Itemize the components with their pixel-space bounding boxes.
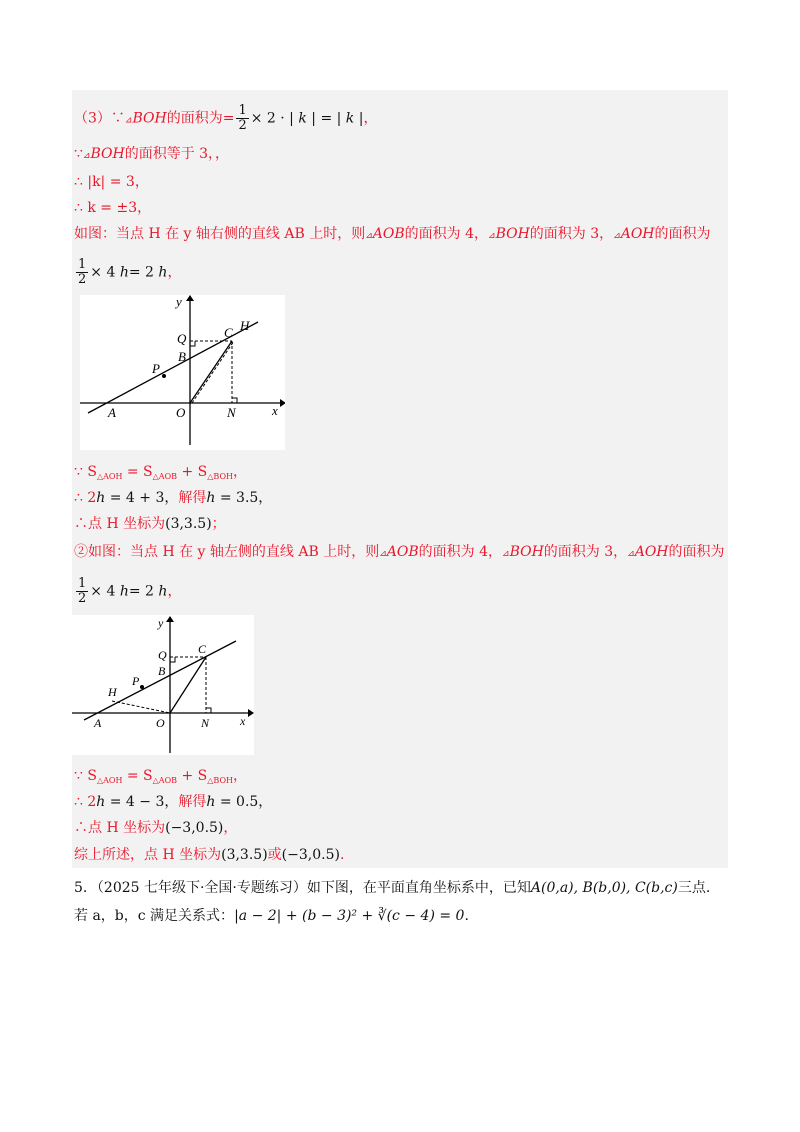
- label-c: C: [198, 642, 207, 656]
- part3-line1: （3）∵⊿BOH的面积为= $\frac{1}{2}$ × 2 · | k | = | k |，: [74, 103, 378, 133]
- right-angle-q: [190, 341, 195, 346]
- label-b: B: [158, 664, 166, 678]
- label-y: y: [158, 616, 164, 630]
- label-a: A: [94, 716, 102, 730]
- point-p: [162, 374, 166, 378]
- part3-line3: ∴ |k| = 3，: [74, 174, 149, 190]
- part3-line7: ∵ $S_{\triangle AOH} = S_{\triangle AOB} + S_{\triangle BOH}$，: [74, 464, 247, 481]
- x-axis-arrow: [248, 709, 254, 717]
- label-c: C: [224, 325, 233, 340]
- part3-line14: ∴点 H 坐标为(−3,0.5)，: [74, 820, 238, 836]
- label-n: N: [201, 716, 210, 730]
- part3-line10: ②如图：当点 H 在 y 轴左侧的直线 AB 上时，则⊿AOB的面积为 4，⊿BOH的面积为 3，⊿AOH的面积为: [74, 544, 725, 560]
- right-angle-n: [206, 708, 211, 713]
- label-a: A: [108, 405, 116, 420]
- label-n: N: [227, 405, 236, 420]
- question5-line2: 若 a，b，c 满足关系式：|a − 2| + (b − 3)² + ∛(c − 4) = 0.: [74, 908, 469, 924]
- part3-line12: ∵ $S_{\triangle AOH} = S_{\triangle AOB} + S_{\triangle BOH}$，: [74, 768, 247, 785]
- y-axis-arrow: [186, 295, 194, 301]
- segment-oh: [192, 341, 234, 403]
- y-axis-arrow: [166, 616, 174, 622]
- point-p: [140, 685, 144, 689]
- figure-right-case: [80, 295, 285, 450]
- part3-line9: ∴点 H 坐标为(3,3.5)；: [74, 516, 226, 532]
- label-y: y: [176, 295, 182, 309]
- x-axis-arrow: [280, 399, 285, 407]
- segment-oh: [112, 701, 170, 713]
- label-b: B: [178, 349, 186, 364]
- label-h: H: [108, 685, 117, 699]
- part3-line6: $\frac{1}{2}$ × 4 h= 2 h，: [78, 257, 182, 287]
- figure2-svg: [72, 615, 254, 755]
- part3-line8: ∴ 2h = 4 + 3，解得h = 3.5，: [74, 490, 273, 506]
- label-x: x: [272, 403, 278, 418]
- segment-oc: [190, 341, 232, 403]
- right-angle-n: [232, 398, 237, 403]
- label-q: Q: [177, 331, 187, 346]
- part3-line11: $\frac{1}{2}$ × 4 h= 2 h，: [78, 576, 182, 606]
- label-p: P: [152, 361, 160, 376]
- part3-line5: 如图：当点 H 在 y 轴右侧的直线 AB 上时，则⊿AOB的面积为 4，⊿BOH的面积为 3，⊿AOH的面积为: [74, 226, 711, 242]
- figure1-svg: [80, 295, 285, 450]
- figure-left-case: [72, 615, 254, 755]
- question5-line1: 5．（2025 七年级下·全国·专题练习）如下图，在平面直角坐标系中，已知A(0,a), B(b,0), C(b,c)三点.: [74, 880, 711, 896]
- right-angle-q: [170, 657, 175, 662]
- label-x: x: [240, 714, 246, 728]
- part3-line13: ∴ 2h = 4 − 3，解得h = 0.5，: [74, 794, 273, 810]
- label-q: Q: [158, 648, 167, 662]
- label-h: H: [240, 318, 250, 333]
- label-p: P: [132, 674, 140, 688]
- label-o: O: [176, 405, 186, 420]
- part3-line4: ∴ k = ±3，: [74, 200, 152, 216]
- part3-line2: ∵⊿BOH的面积等于 3，，: [74, 146, 230, 162]
- label-o: O: [156, 716, 165, 730]
- part3-conclusion: 综上所述，点 H 坐标为(3,3.5)或(−3,0.5).: [74, 847, 345, 863]
